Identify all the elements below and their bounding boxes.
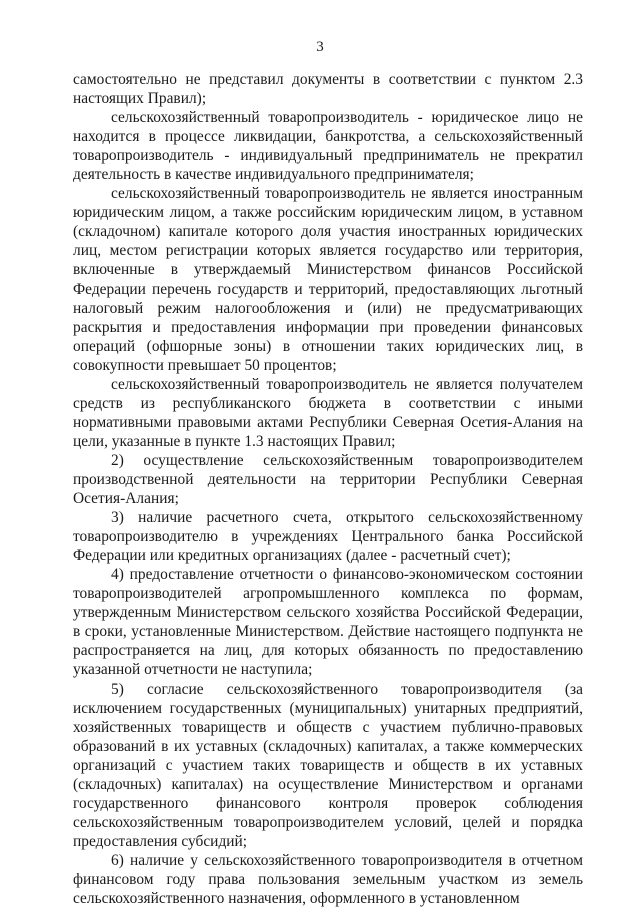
- paragraph-liquidation-condition: сельскохозяйственный товаропроизводитель - юридическое лицо не находится в процессе ликвидации, банкротства, а сельскохозяйственный товаропроизводитель - индивидуальный предприниматель не прекратил деятельность в качестве индивидуального предпринимателя;: [73, 109, 583, 184]
- paragraph-foreign-entity-condition: сельскохозяйственный товаропроизводитель не является иностранным юридическим лицом, а также российским юридическим лицом, в уставном (складочном) капитале которого доля участия иностранных юридических лиц, местом регистрации которых является государство или территория, включенные в утверждаемый Министерством финансов Российской Федерации перечень государств и территорий, предоставляющих льготный налоговый режим налогообложения и (или) не предусматривающих раскрытия и предоставления информации при проведении финансовых операций (офшорные зоны) в отношении таких юридических лиц, в совокупности превышает 50 процентов;: [73, 185, 583, 374]
- paragraph-budget-recipient-condition: сельскохозяйственный товаропроизводитель не является получателем средств из республиканского бюджета в соответствии с иными нормативными правовыми актами Республики Северная Осетия-Алания на цели, указанные в пункте 1.3 настоящих Правил;: [73, 375, 583, 450]
- paragraph-item-3: 3) наличие расчетного счета, открытого сельскохозяйственному товаропроизводителю в учреждениях Центрального банка Российской Федерации или кредитных организациях (далее - расчетный счет);: [73, 509, 583, 565]
- paragraph-item-2: 2) осуществление сельскохозяйственным товаропроизводителем производственной деятельности на территории Республики Северная Осетия-Алания;: [73, 451, 583, 508]
- paragraph-item-6: 6) наличие у сельскохозяйственного товаропроизводителя в отчетном финансовом году права пользования земельным участком из земель сельскохозяйственного назначения, оформленного в установленном: [73, 851, 583, 908]
- paragraph-continuation: самостоятельно не представил документы в соответствии с пунктом 2.3 настоящих Правил);: [73, 71, 583, 108]
- page-number: 3: [316, 39, 324, 55]
- paragraph-item-4: 4) предоставление отчетности о финансово-экономическом состоянии товаропроизводителей агропромышленного комплекса по формам, утвержденным Министерством сельского хозяйства Российской Федерации, в сроки, установленные Министерством. Действие настоящего подпункта не распространяется на лиц, для которых обязанность по предоставлению указанной отчетности не наступила;: [73, 566, 583, 679]
- document-body: [73, 70, 583, 908]
- paragraph-item-5: 5) согласие сельскохозяйственного товаропроизводителя (за исключением государственных (муниципальных) унитарных предприятий, хозяйственных товариществ и обществ с участием публично-правовых образований в их уставных (складочных) капиталах, а также коммерческих организаций с участием таких товариществ и обществ в их уставных (складочных) капиталах) на осуществление Министерством и органами государственного финансового контроля проверок соблюдения сельскохозяйственным товаропроизводителем условий, целей и порядка предоставления субсидий;: [73, 680, 583, 850]
